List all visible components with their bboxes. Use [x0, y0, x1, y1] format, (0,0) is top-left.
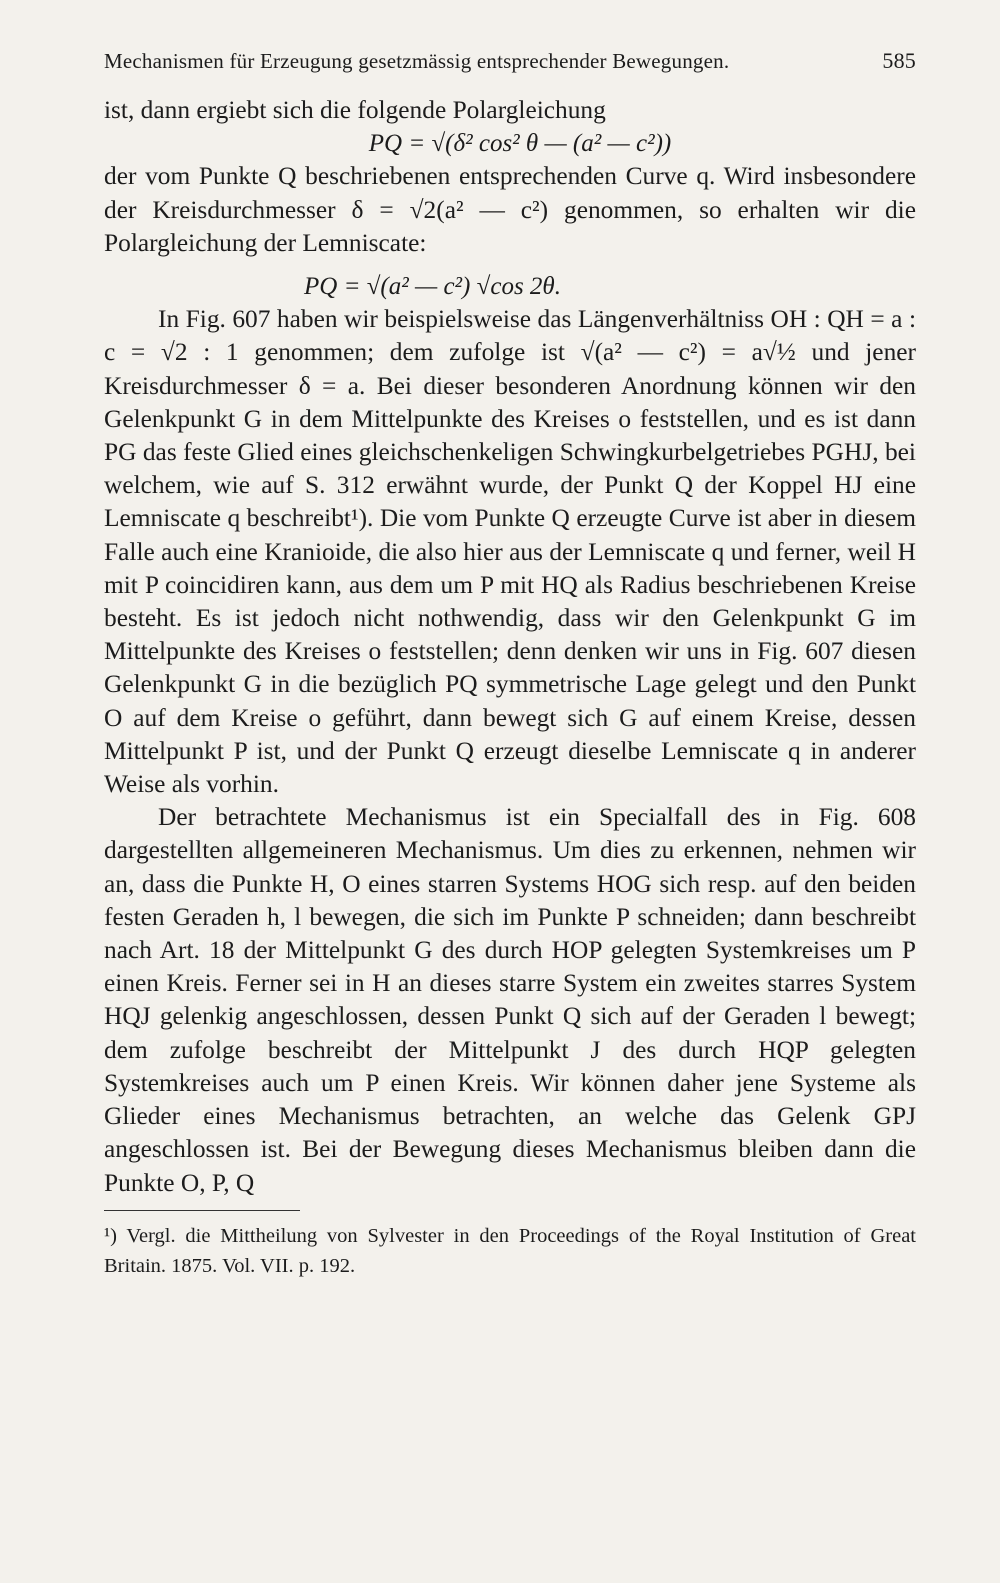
running-header	[104, 48, 916, 88]
formula-polar: PQ = √(δ² cos² θ — (a² — c²))	[368, 130, 672, 158]
page-number: 585	[882, 48, 916, 73]
running-title: Mechanismen für Erzeugung gesetzmässig entsprechender Bewegungen.	[104, 49, 730, 73]
paragraph-curve: der vom Punkte Q beschriebenen entsprechenden Curve q. Wird insbesondere der Kreisdurchmesser δ = √2(a² — c²) genommen, so erhalten wir die Polargleichung der Lemniscate:	[104, 162, 916, 257]
footnote-rule	[104, 1210, 300, 1211]
page	[104, 40, 916, 1281]
formula-lemniscate: PQ = √(a² — c²) √cos 2θ.	[304, 273, 561, 301]
paragraph-fig-608: Der betrachtete Mechanismus ist ein Specialfall des in Fig. 608 dargestellten allgemeineren Mechanismus. Um dies zu erkennen, nehmen wir an, dass die Punkte H, O eines starren Systems HOG sich resp. auf den beiden festen Geraden h, l bewegen, die sich im Punkte P schneiden; dann beschreibt nach Art. 18 der Mittelpunkt G des durch HOP gelegten Systemkreises um P einen Kreis. Ferner sei in H an dieses starre System ein zweites starres System HQJ gelenkig angeschlossen, dessen Punkt Q sich auf der Geraden l bewegt; dem zufolge beschreibt der Mittelpunkt J des durch HQP gelegten Systemkreises auch um P einen Kreis. Wir können daher jene Systeme als Glieder eines Mechanismus betrachten, an welche das Gelenk GPJ angeschlossen ist. Bei der Bewegung dieses Mechanismus bleiben dann die Punkte O, P, Q	[104, 803, 916, 1197]
line-intro: ist, dann ergiebt sich die folgende Polargleichung	[104, 96, 606, 124]
body-text	[104, 94, 916, 1200]
footnote: ¹) Vergl. die Mittheilung von Sylvester in den Proceedings of the Royal Institution of Great Britain. 1875. Vol. VII. p. 192.	[104, 1224, 916, 1277]
paragraph-fig-607: In Fig. 607 haben wir beispielsweise das Längenverhältniss OH : QH = a : c = √2 : 1 genommen; dem zufolge ist √(a² — c²) = a√½ und jener Kreisdurchmesser δ = a. Bei dieser besonderen Anordnung können wir den Gelenkpunkt G in dem Mittelpunkte des Kreises o feststellen, und es ist dann PG das feste Glied eines gleichschenkeligen Schwingkurbelgetriebes PGHJ, bei welchem, wie auf S. 312 erwähnt wurde, der Punkt Q der Koppel HJ eine Lemniscate q beschreibt¹). Die vom Punkte Q erzeugte Curve ist aber in diesem Falle auch eine Kranioide, die also hier aus der Lemniscate q und ferner, weil H mit P coincidiren kann, aus dem um P mit HQ als Radius beschriebenen Kreise besteht. Es ist jedoch nicht nothwendig, dass wir den Gelenkpunkt G im Mittelpunkte des Kreises o feststellen; denn denken wir uns in Fig. 607 diesen Gelenkpunkt G in die bezüglich PQ symmetrische Lage gelegt und den Punkt O auf dem Kreise o geführt, dann bewegt sich G auf einem Kreise, dessen Mittelpunkt P ist, und der Punkt Q erzeugt dieselbe Lemniscate q in anderer Weise als vorhin.	[104, 305, 916, 799]
